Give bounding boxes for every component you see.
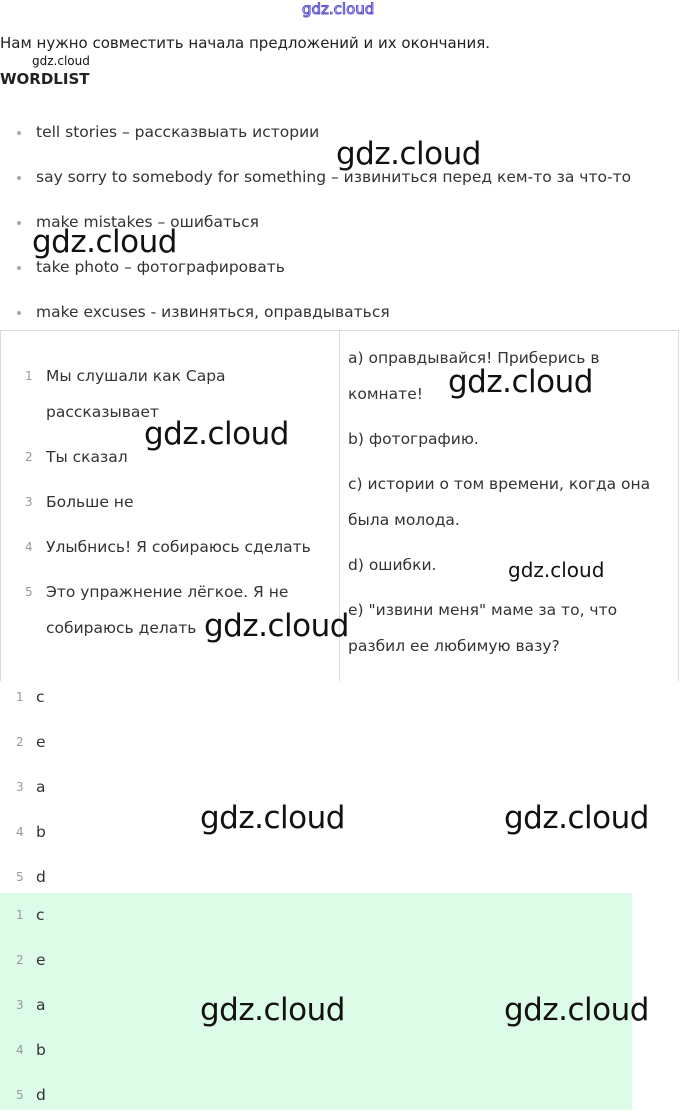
answer-letter: e (36, 733, 46, 751)
item-number: 5 (25, 585, 33, 599)
item-number: 2 (25, 450, 33, 464)
answer-number: 3 (16, 780, 24, 794)
list-item: c) истории о том времени, когда она была молода. (348, 475, 651, 529)
answer-number: 1 (16, 908, 24, 922)
answer-letter: d (36, 1086, 46, 1104)
answer-row (0, 675, 632, 720)
watermark: gdz.cloud (32, 224, 177, 260)
item-number: 4 (25, 540, 33, 554)
answer-row (0, 1073, 632, 1118)
answer-number: 4 (16, 825, 24, 839)
list-item: d) ошибки. (348, 556, 437, 574)
answer-letter: c (36, 906, 45, 924)
item-text: Это упражнение лёгкое. Я не собираюсь делать (46, 583, 289, 637)
watermark: gdz.cloud (508, 558, 605, 582)
list-item: b) фотографию. (348, 430, 479, 448)
item-text: Больше не (46, 493, 134, 511)
watermark: gdz.cloud (200, 800, 345, 836)
answer-number: 5 (16, 1088, 24, 1102)
list-item (1, 484, 331, 520)
wordlist-item: make mistakes – ошибаться (0, 200, 680, 245)
answer-letter: c (36, 688, 45, 706)
list-item (1, 529, 331, 565)
watermark: gdz.cloud (144, 416, 289, 452)
list-item: a) оправдывайся! Приберись в комнате! (348, 349, 600, 403)
item-number: 3 (25, 495, 33, 509)
watermark: gdz.cloud (504, 992, 649, 1028)
answer-list (0, 675, 632, 895)
answer-number: 1 (16, 690, 24, 704)
watermark: gdz.cloud (204, 608, 349, 644)
item-text: Улыбнись! Я собираюсь сделать (46, 538, 311, 556)
answer-number: 3 (16, 998, 24, 1012)
watermark: gdz.cloud (504, 800, 649, 836)
answer-row (0, 893, 632, 938)
answer-number: 2 (16, 735, 24, 749)
answer-row (0, 1028, 632, 1073)
wordlist-item: tell stories – рассказвыать истории (0, 110, 680, 155)
watermark: gdz.cloud (336, 136, 481, 172)
answer-letter: e (36, 951, 46, 969)
watermark: gdz.cloud (32, 54, 90, 68)
answer-row (0, 938, 632, 983)
task-instruction: Нам нужно совместить начала предложений и их окончания. (0, 34, 491, 52)
wordlist-item: take photo – фотографировать (0, 245, 680, 290)
answer-letter: a (36, 996, 46, 1014)
item-text: Мы слушали как Сара рассказывает (46, 367, 226, 421)
answer-letter: b (36, 823, 46, 841)
watermark: gdz.cloud (448, 364, 593, 400)
watermark-logo: gdz.cloud (302, 0, 375, 18)
item-number: 1 (25, 369, 33, 383)
answer-letter: d (36, 868, 46, 886)
wordlist-heading: WORDLIST (0, 70, 90, 88)
wordlist-item: make excuses - извиняться, оправдываться (0, 290, 680, 335)
answer-letter: b (36, 1041, 46, 1059)
answer-letter: a (36, 778, 46, 796)
answer-number: 4 (16, 1043, 24, 1057)
answer-number: 5 (16, 870, 24, 884)
answer-number: 2 (16, 953, 24, 967)
answer-row (0, 720, 632, 765)
watermark: gdz.cloud (200, 992, 345, 1028)
list-item: e) "извини меня" маме за то, что разбил ее любимую вазу? (348, 601, 618, 655)
wordlist-item: say sorry to somebody for something – извиниться перед кем-то за что-то (0, 155, 680, 200)
item-text: Ты сказал (46, 448, 128, 466)
